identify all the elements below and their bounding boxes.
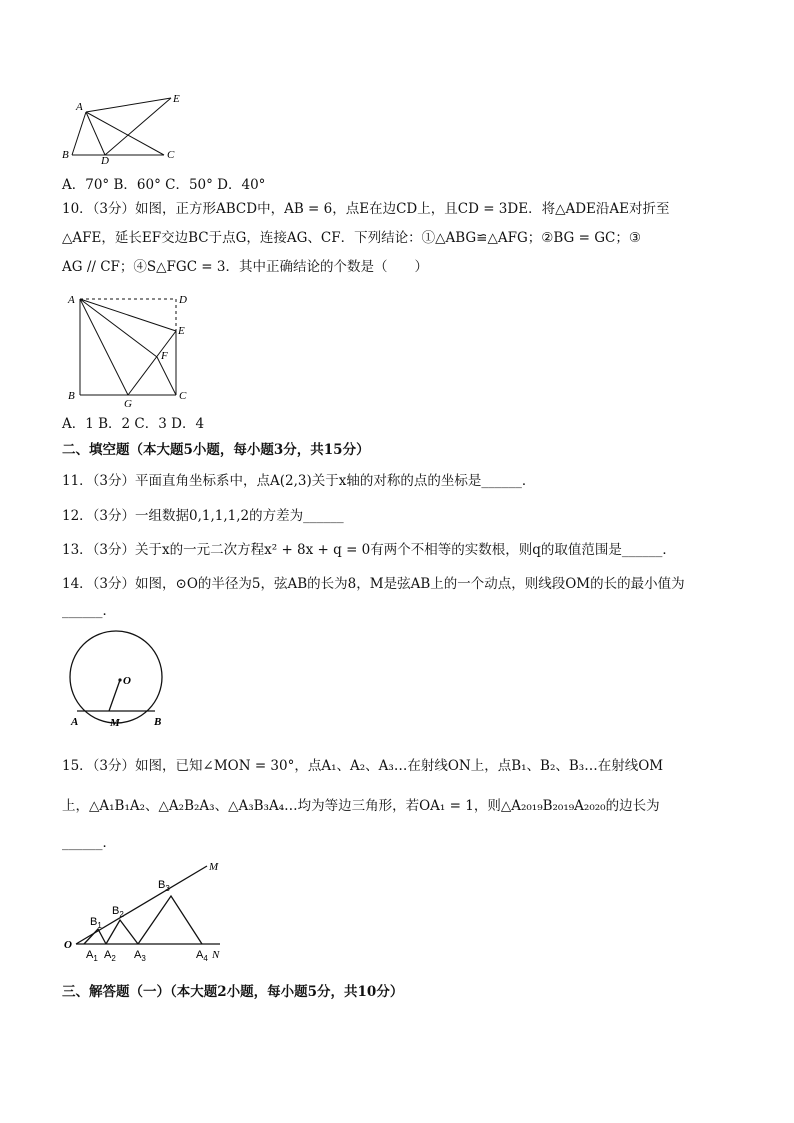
section3-heading: 三、解答题（一）（本大题2小题，每小题5分，共10分） — [62, 984, 404, 1000]
fig14-label-o: O — [123, 675, 131, 687]
q11-text: 11．（3分）平面直角坐标系中，点A(2,3)关于x轴的对称的点的坐标是______． — [62, 473, 536, 489]
fig15-label-b3: $B_3$ — [158, 879, 170, 893]
section2-heading: 二、填空题（本大题5小题，每小题3分，共15分） — [62, 442, 370, 458]
q10-text-line1: 10．（3分）如图，正方形ABCD中，AB = 6，点E在边CD上，且CD = 3DE．将△ADE沿AE对折至 — [62, 201, 670, 217]
fig10-label-g: G — [124, 398, 132, 409]
fig9-label-d: D — [101, 155, 109, 166]
q14-figure — [64, 622, 174, 734]
q14-text-line1: 14．（3分）如图，⊙O的半径为5，弦AB的长为8，M是弦AB上的一个动点，则线段OM的长的最小值为 — [62, 576, 685, 592]
fig9-label-b: B — [62, 149, 69, 161]
fig10-label-f: F — [161, 350, 168, 362]
q14-text-line2: ______． — [62, 603, 116, 619]
fig10-label-a: A — [68, 294, 75, 306]
fig15-label-a4: $A_4$ — [196, 949, 208, 963]
q12-text: 12．（3分）一组数据0,1,1,1,2的方差为______ — [62, 508, 344, 524]
q10-figure — [60, 289, 200, 409]
fig10-label-e: E — [178, 325, 185, 337]
q15-text-line1: 15．（3分）如图，已知∠MON = 30°，点A₁、A₂、A₃…在射线ON上，点B₁、B₂、B₃…在射线OM — [62, 758, 664, 774]
fig10-label-b: B — [68, 390, 75, 402]
fig10-label-d: D — [179, 294, 187, 306]
fig15-label-m: M — [209, 861, 219, 873]
fig9-label-c: C — [167, 149, 175, 161]
q10-options: A．1 B．2 C．3 D．4 — [62, 416, 205, 432]
q10-text-line3: AG // CF；④S△FGC = 3．其中正确结论的个数是（ ） — [62, 259, 429, 275]
fig15-label-a3: $A_3$ — [134, 949, 146, 963]
q15-text-line3: ______． — [62, 835, 116, 851]
fig14-label-a: A — [71, 716, 79, 728]
fig14-label-m: M — [110, 717, 120, 729]
fig9-label-a: A — [76, 101, 83, 113]
fig14-label-b: B — [154, 716, 162, 728]
fig15-label-o: O — [64, 939, 72, 951]
q9-options: A．70° B．60° C．50° D．40° — [62, 177, 266, 193]
fig9-label-e: E — [173, 93, 180, 105]
q10-text-line2: △AFE，延长EF交边BC于点G，连接AG、CF．下列结论：①△ABG≌△AFG；②BG = GC；③ — [62, 230, 641, 246]
q15-text-line2: 上，△A₁B₁A₂、△A₂B₂A₃、△A₃B₃A₄…均为等边三角形，若OA₁ = 1，则△A₂₀₁₉B₂₀₁₉A₂₀₂₀的边长为 — [62, 798, 660, 814]
q13-text: 13．（3分）关于x的一元二次方程x² + 8x + q = 0有两个不相等的实数根，则q的取值范围是______． — [62, 542, 676, 558]
fig15-label-b1: $B_1$ — [90, 916, 102, 930]
fig15-label-n: N — [212, 949, 220, 961]
fig10-label-c: C — [179, 390, 187, 402]
fig15-label-b2: $B_2$ — [112, 905, 124, 919]
fig15-label-a1: $A_1$ — [86, 949, 98, 963]
q9-figure — [60, 90, 190, 166]
fig15-label-a2: $A_2$ — [104, 949, 116, 963]
q15-figure — [60, 858, 240, 968]
